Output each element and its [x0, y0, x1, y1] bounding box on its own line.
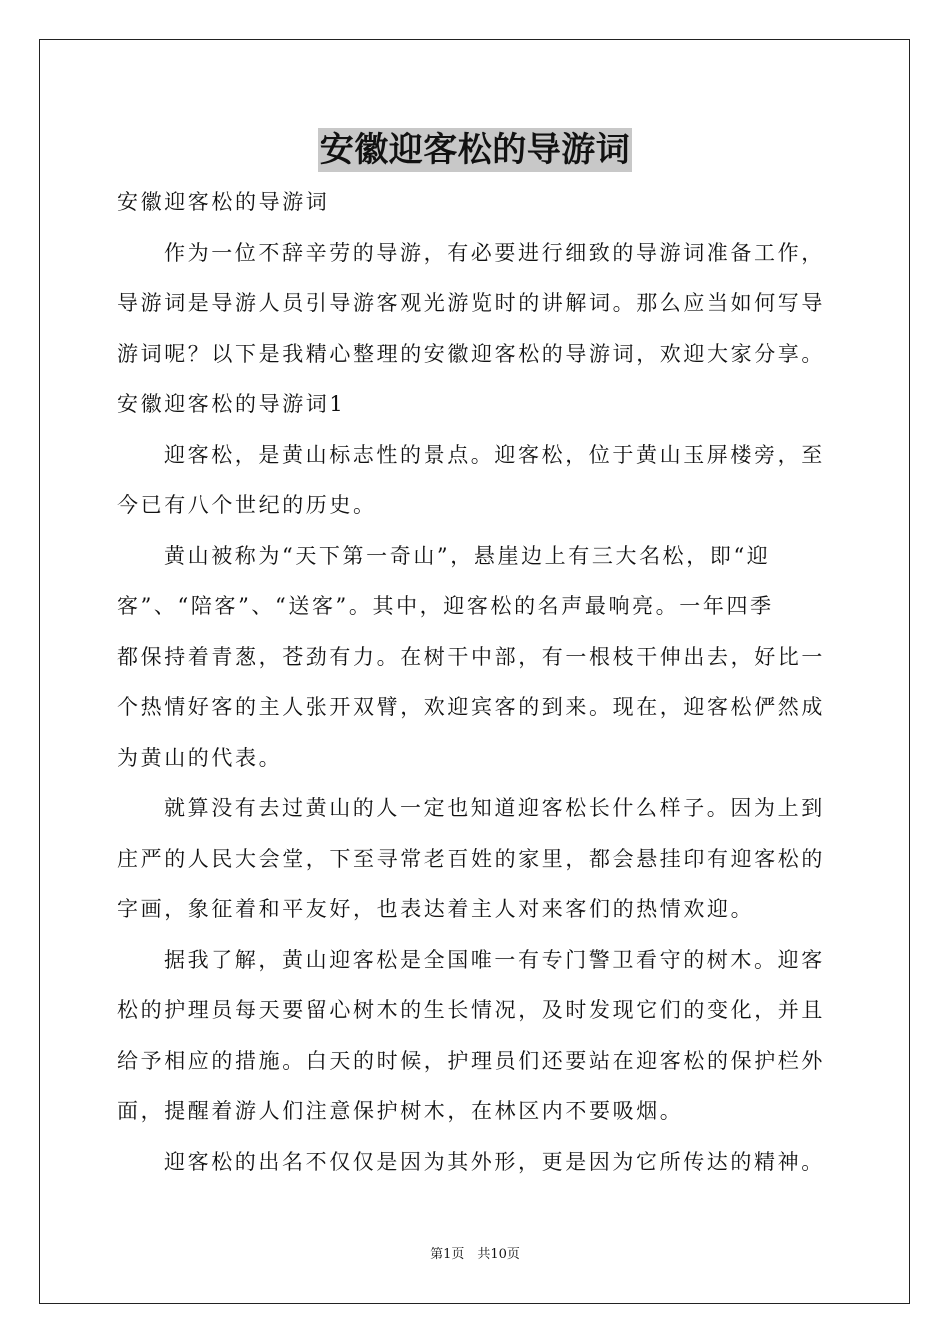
text-line: 就算没有去过黄山的人一定也知道迎客松长什么样子。因为上到	[164, 796, 825, 820]
document-body	[117, 177, 833, 1187]
text-line: 导游词是导游人员引导游客观光游览时的讲解词。那么应当如何写导	[117, 291, 825, 315]
text-line: 游词呢？以下是我精心整理的安徽迎客松的导游词，欢迎大家分享。	[117, 341, 825, 366]
text-line: 为黄山的代表。	[117, 745, 283, 770]
text-line: 都保持着青葱，苍劲有力。在树干中部，有一根枝干伸出去，好比一	[117, 644, 825, 669]
text-line: 据我了解，黄山迎客松是全国唯一有专门警卫看守的树木。迎客	[164, 947, 825, 972]
text-line: 黄山被称为“天下第一奇山”，悬崖边上有三大名松，即“迎	[164, 543, 771, 568]
text-line: 今已有八个世纪的历史。	[117, 493, 377, 517]
text-line: 作为一位不辞辛劳的导游，有必要进行细致的导游词准备工作，	[164, 240, 825, 265]
text-line: 面，提醒着游人们注意保护树木，在林区内不要吸烟。	[117, 1099, 684, 1123]
text-line: 给予相应的措施。白天的时候，护理员们还要站在迎客松的保护栏外	[117, 1048, 825, 1073]
text-line: 庄严的人民大会堂，下至寻常老百姓的家里，都会悬挂印有迎客松的	[117, 846, 825, 871]
text-line: 迎客松，是黄山标志性的景点。迎客松，位于黄山玉屏楼旁，至	[164, 442, 825, 467]
text-line: 字画，象征着和平友好，也表达着主人对来客们的热情欢迎。	[117, 897, 755, 921]
text-line: 松的护理员每天要留心树木的生长情况，及时发现它们的变化，并且	[117, 998, 825, 1022]
text-line: 安徽迎客松的导游词1	[117, 392, 346, 416]
text-line: 安徽迎客松的导游词	[117, 190, 330, 214]
document-title	[0, 128, 950, 172]
text-line: 客”、“陪客”、“送客”。其中，迎客松的名声最响亮。一年四季	[117, 594, 774, 618]
page-footer: 第1页 共10页	[430, 1247, 520, 1262]
document-title-text: 安徽迎客松的导游词	[319, 130, 631, 170]
text-line: 个热情好客的主人张开双臂，欢迎宾客的到来。现在，迎客松俨然成	[117, 695, 825, 719]
text-line: 迎客松的出名不仅仅是因为其外形，更是因为它所传达的精神。	[164, 1149, 825, 1174]
